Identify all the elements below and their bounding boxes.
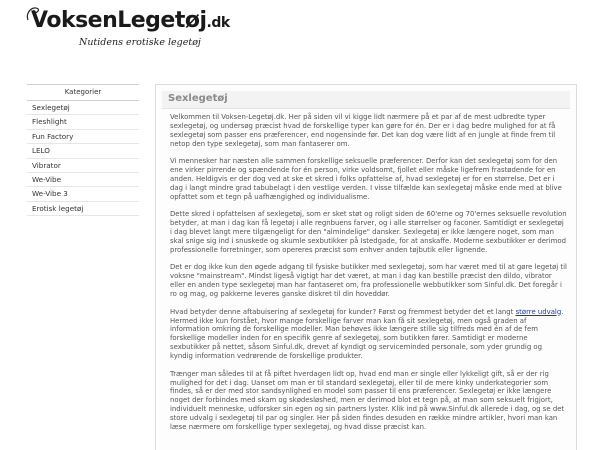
stoerre-udvalg-link[interactable]: større udvalg: [515, 307, 562, 316]
page-title: Sexlegetøj: [162, 91, 570, 109]
paragraph-intro: Velkommen til Voksen-Legetøj.dk. Her på siden vil vi kigge lidt nærmere på et par af de mest udbredte typer sexlegetøj, og undersøg præcist hvad de forskellige typer kan gøre for én. Der er i dag bedre mulighed for at få sexlegetøj som passer ens præferencer, end nogensinde før. Det kan dog være lidt af en jungle at finde frem til netop den type sexlegetøj, som man fantaserer om.: [170, 113, 556, 148]
paragraph-revolution: Dette skred i opfattelsen af sexlegetøj, som er sket støt og roligt siden de 60'erne og 70'ernes seksuelle revolution betyder, at man i dag kan få legetøj i alle regnbuens farver, og i alle størrelser og faconer. Samtidigt er sexlegetøj i dag blevet langt mere tilgængeligt for den "almindelige" dansker. Sexlegetøj er ikke længere noget, som man skal snige sig ind i snuskede og skumle sexbutikker på Istedgade, for at anskaffe. Moderne sexbutikker er derimod professionelle forretninger, som opereres præcist som enhver anden tøjbutik eller lignende.: [170, 210, 567, 254]
logo-domain: .dk: [206, 15, 230, 31]
sidebar-item-lelo[interactable]: LELO: [27, 144, 139, 158]
article-body: [156, 109, 576, 432]
paragraph-selection-end: . Hermed ikke kun forstået, hvor mange forskellige farver man kan få sit sexlegetøj, men også graden af information omkring de forskellige modeller. Man behøves ikke længere stille sig tilfreds med én af de fem forskellige modeller inden for en specifik genre af sexlegetøj, som butikken fører. Samtidigt er moderne sexbutikker på nettet, såsom Sinful.dk, drevet af kyndigt og serviceminded personale, som yder grundig og kyndig information vedrørende de forskellige produkter.: [170, 307, 564, 360]
site-logo[interactable]: [25, 6, 265, 56]
paragraph-closing: Trænger man således til at få piftet hverdagen lidt op, hvad end man er single eller lykkeligt gift, så er der rig mulighed for det i dag. Uanset om man er til standard sexlegetøj, eller til de mere kinky underkategorier som findes, så er der med stor sandsynlighed en model som passer til ens præferencer. Sexlegetøj er ikke længere noget der forbindes med skam og skødesløshed, men er derimod blot et tegn på, at man som seksuelt frigjort, individuelt menneske, udforsker sin egen og sin partners lyster. Klik ind på www.Sinful.dk allerede i dag, og se det store udvalg i sexlegetøj til par og singler. Her på siden findes desuden en række mindre artikler, hvori man kan læse nærmere om forskellige typer sexlegetøj, og hvad disse præcist kan.: [170, 369, 565, 431]
logo-name: VoksenLegetøj: [31, 8, 207, 33]
paragraph-selection: [170, 308, 567, 361]
paragraph-selection-start: Hvad betyder denne aftabuisering af sexlegetøj for kunder? Først og fremmest betyder det et langt: [170, 307, 516, 316]
sidebar-item-we-vibe-3[interactable]: We-Vibe 3: [27, 187, 139, 201]
sidebar-item-erotisk-legetoj[interactable]: Erotisk legetøj: [27, 202, 139, 216]
sidebar: [27, 84, 139, 216]
sidebar-item-vibrator[interactable]: Vibrator: [27, 159, 139, 173]
main-content: [155, 84, 577, 450]
sidebar-title: Kategorier: [27, 84, 139, 101]
sidebar-item-sexlegetoj[interactable]: Sexlegetøj: [27, 101, 139, 115]
logo-title: [31, 8, 230, 33]
sidebar-item-fun-factory[interactable]: Fun Factory: [27, 130, 139, 144]
paragraph-webshops: Det er dog ikke kun den øgede adgang til fysiske butikker med sexlegetøj, som har været med til at gøre legetøj til voksne "mainstream". Mindst ligeså vigtigt har det været, at man i dag kan bestille præcist den dildo, vibrator eller en anden type sexlegetøj man har fantaseret om, fra professionelle webbutikker som Sinful.dk. Det foregår i ro og mag, og pakkerne leveres ganske diskret til din hoveddør.: [170, 263, 567, 299]
logo-tagline: Nutidens erotiske legetøj: [79, 37, 201, 48]
category-list: [27, 101, 139, 216]
paragraph-preferences: Vi mennesker har næsten alle sammen forskellige seksuelle præferencer. Derfor kan det sexlegetøj som for den ene virker pirrende og spændende for én person, virke voldsomt, fjollet eller måske ligefrem frastødende for en anden. Heldigvis er der dog ved at ske et skred i folks opfattelse af, hvad sexlegetøj er for en størrelse. Det er i dag i langt mindre grad tabubelagt i den vestlige verden. I visse tilfælde kan sexlegetøj måske ende med at blive opfattet som et tegn på uafhængighed og individualisme.: [170, 157, 562, 201]
sidebar-item-fleshlight[interactable]: Fleshlight: [27, 115, 139, 129]
sidebar-item-we-vibe[interactable]: We-Vibe: [27, 173, 139, 187]
